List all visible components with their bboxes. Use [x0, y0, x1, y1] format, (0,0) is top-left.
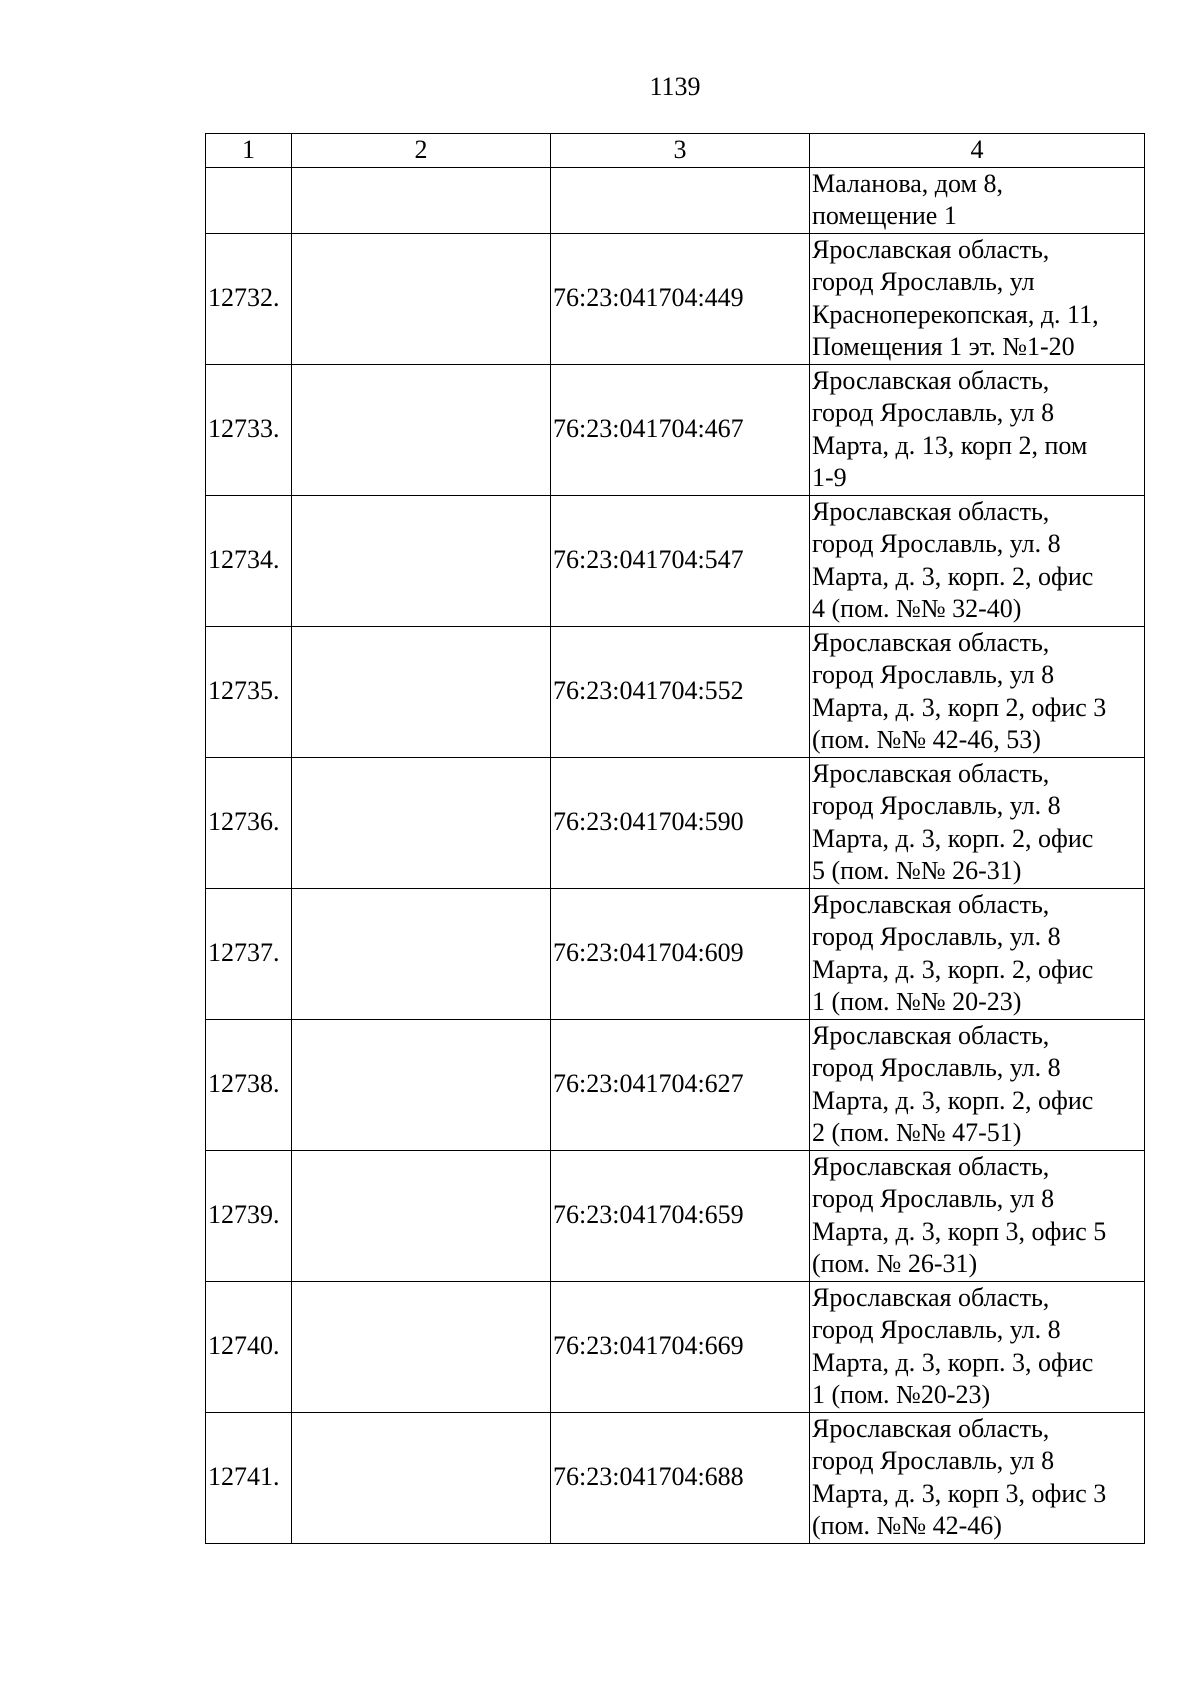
row-name-cell [292, 626, 551, 757]
row-number-cell: 12733. [206, 364, 292, 495]
row-number-cell: 12738. [206, 1019, 292, 1150]
table-row [206, 626, 1145, 757]
row-cadastral-cell: 76:23:041704:467 [551, 364, 810, 495]
table-row [206, 233, 1145, 364]
row-number-cell: 12741. [206, 1412, 292, 1543]
row-cadastral-cell: 76:23:041704:547 [551, 495, 810, 626]
row-name-cell [292, 1412, 551, 1543]
row-number-cell: 12737. [206, 888, 292, 1019]
row-name-cell [292, 364, 551, 495]
row-cadastral-cell: 76:23:041704:688 [551, 1412, 810, 1543]
row-address-cell: Ярославская область, город Ярославль, ул. 8 Марта, д. 3, корп. 2, офис 4 (пом. №№ 32-40) [810, 495, 1145, 626]
row-cadastral-cell: 76:23:041704:552 [551, 626, 810, 757]
row-name-cell [292, 757, 551, 888]
row-address-cell: Ярославская область, город Ярославль, ул 8 Марта, д. 3, корп 2, офис 3 (пом. №№ 42-46, 53) [810, 626, 1145, 757]
row-address-cell: Ярославская область, город Ярославль, ул. 8 Марта, д. 3, корп. 3, офис 1 (пом. №20-23) [810, 1281, 1145, 1412]
row-address-cell: Ярославская область, город Ярославль, ул 8 Марта, д. 13, корп 2, пом 1-9 [810, 364, 1145, 495]
column-header-3: 3 [551, 134, 810, 168]
registry-table [205, 133, 1145, 1544]
header-row [206, 134, 1145, 168]
row-address-cell: Ярославская область, город Ярославль, ул. 8 Марта, д. 3, корп. 2, офис 5 (пом. №№ 26-31) [810, 757, 1145, 888]
continuation-name-cell [292, 167, 551, 233]
table-row [206, 888, 1145, 1019]
row-address-cell: Ярославская область, город Ярославль, ул 8 Марта, д. 3, корп 3, офис 5 (пом. № 26-31) [810, 1150, 1145, 1281]
row-name-cell [292, 1150, 551, 1281]
row-address-cell: Ярославская область, город Ярославль, ул. 8 Марта, д. 3, корп. 2, офис 1 (пом. №№ 20-23) [810, 888, 1145, 1019]
row-address-cell: Ярославская область, город Ярославль, ул Красноперекопская, д. 11, Помещения 1 эт. №1-20 [810, 233, 1145, 364]
continuation-address-cell: Маланова, дом 8, помещение 1 [810, 167, 1145, 233]
row-name-cell [292, 1281, 551, 1412]
column-header-1: 1 [206, 134, 292, 168]
page-number: 1139 [649, 72, 701, 101]
table-row [206, 1019, 1145, 1150]
row-address-cell: Ярославская область, город Ярославль, ул 8 Марта, д. 3, корп 3, офис 3 (пом. №№ 42-46) [810, 1412, 1145, 1543]
row-number-cell: 12735. [206, 626, 292, 757]
table-row [206, 495, 1145, 626]
row-number-cell: 12732. [206, 233, 292, 364]
row-name-cell [292, 495, 551, 626]
row-cadastral-cell: 76:23:041704:609 [551, 888, 810, 1019]
table-row [206, 364, 1145, 495]
continuation-cadastral-cell [551, 167, 810, 233]
row-address-cell: Ярославская область, город Ярославль, ул. 8 Марта, д. 3, корп. 2, офис 2 (пом. №№ 47-51) [810, 1019, 1145, 1150]
row-number-cell: 12734. [206, 495, 292, 626]
table-row [206, 1412, 1145, 1543]
row-number-cell: 12736. [206, 757, 292, 888]
column-header-4: 4 [810, 134, 1145, 168]
row-cadastral-cell: 76:23:041704:669 [551, 1281, 810, 1412]
row-cadastral-cell: 76:23:041704:590 [551, 757, 810, 888]
continuation-row [206, 167, 1145, 233]
row-cadastral-cell: 76:23:041704:627 [551, 1019, 810, 1150]
table-row [206, 757, 1145, 888]
row-number-cell: 12740. [206, 1281, 292, 1412]
row-name-cell [292, 888, 551, 1019]
table-row [206, 1150, 1145, 1281]
row-name-cell [292, 233, 551, 364]
column-header-2: 2 [292, 134, 551, 168]
row-cadastral-cell: 76:23:041704:659 [551, 1150, 810, 1281]
row-cadastral-cell: 76:23:041704:449 [551, 233, 810, 364]
row-number-cell: 12739. [206, 1150, 292, 1281]
continuation-number-cell [206, 167, 292, 233]
table-row [206, 1281, 1145, 1412]
row-name-cell [292, 1019, 551, 1150]
